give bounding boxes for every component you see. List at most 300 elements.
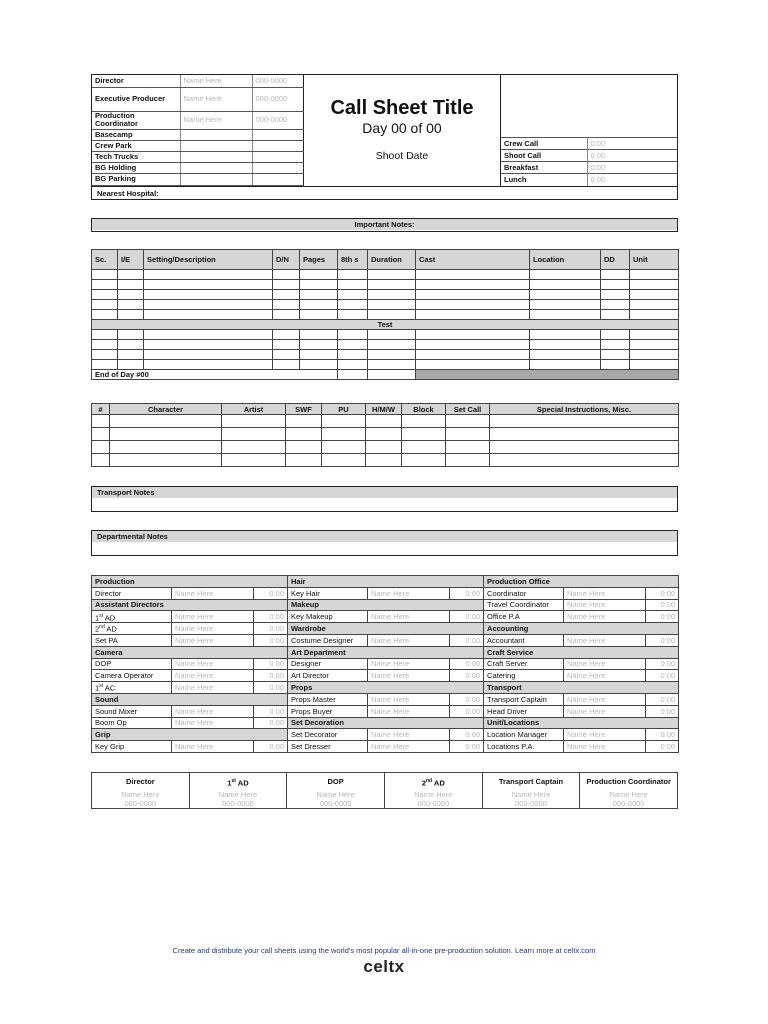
crew-role: Accountant	[484, 634, 564, 646]
scene-cell[interactable]	[144, 310, 273, 320]
crew-call-time[interactable]: 0:00	[646, 634, 679, 646]
scene-cell[interactable]	[118, 280, 144, 290]
scene-column-header: Sc.	[92, 250, 118, 270]
crew-call-time[interactable]: 0:00	[646, 599, 679, 611]
cast-cell[interactable]	[222, 415, 286, 428]
scene-cell[interactable]	[368, 310, 416, 320]
scene-cell[interactable]	[273, 290, 300, 300]
key-contact-phone[interactable]: 000-0000	[287, 800, 385, 809]
scene-cell[interactable]	[416, 360, 530, 370]
crew-call-time[interactable]: 0:00	[254, 658, 288, 670]
crew-call-time[interactable]: 0:00	[254, 634, 288, 646]
crew-role: Set Dresser	[288, 741, 368, 753]
scene-cell[interactable]	[300, 290, 338, 300]
scene-cell[interactable]	[368, 280, 416, 290]
cast-cell[interactable]	[402, 441, 446, 454]
crew-call-time[interactable]: 0:00	[254, 682, 288, 694]
scene-cell[interactable]	[300, 280, 338, 290]
cast-cell[interactable]	[222, 454, 286, 467]
crew-row	[92, 658, 679, 670]
scene-cell[interactable]	[92, 360, 118, 370]
crew-name[interactable]: Name Here	[564, 705, 646, 717]
crew-name[interactable]: Name Here	[172, 682, 254, 694]
scene-cell[interactable]	[368, 270, 416, 280]
cast-cell[interactable]	[490, 454, 679, 467]
crew-list	[91, 575, 679, 753]
cast-cell[interactable]	[286, 441, 322, 454]
scene-cell[interactable]	[92, 290, 118, 300]
crew-name[interactable]: Name Here	[172, 705, 254, 717]
scene-cell[interactable]	[630, 270, 679, 280]
call-sheet-header	[91, 74, 678, 187]
scene-cell[interactable]	[368, 330, 416, 340]
scene-cell[interactable]	[630, 280, 679, 290]
crew-name[interactable]: Name Here	[368, 587, 450, 599]
cast-cell[interactable]	[92, 441, 110, 454]
cast-column-header: #	[92, 404, 110, 415]
cast-column-header: Artist	[222, 404, 286, 415]
crew-name[interactable]: Name Here	[368, 693, 450, 705]
header-contact-row	[92, 162, 304, 173]
scene-cell[interactable]	[416, 310, 530, 320]
scene-cell[interactable]	[300, 310, 338, 320]
crew-department-header: Production Office	[484, 576, 679, 588]
header-contact-phone[interactable]: 000-0000	[252, 75, 304, 87]
scene-cell[interactable]	[601, 270, 630, 280]
header-contact-phone[interactable]	[252, 173, 304, 185]
cast-cell[interactable]	[222, 428, 286, 441]
crew-department-header: Art Department	[288, 646, 484, 658]
crew-call-time[interactable]: 0:00	[450, 611, 484, 623]
scene-column-header: DD	[601, 250, 630, 270]
crew-department-header: Assistant Directors	[92, 599, 288, 611]
scene-row	[92, 270, 679, 280]
cast-cell[interactable]	[402, 415, 446, 428]
cast-cell[interactable]	[92, 454, 110, 467]
scene-column-header: Location	[530, 250, 601, 270]
cast-table	[91, 403, 679, 467]
header-contact-row	[92, 173, 304, 185]
cast-cell[interactable]	[286, 415, 322, 428]
scene-cell[interactable]	[338, 330, 368, 340]
crew-call-time[interactable]: 0:00	[450, 705, 484, 717]
scene-cell[interactable]	[118, 340, 144, 350]
scene-cell[interactable]	[530, 290, 601, 300]
scene-cell[interactable]	[368, 350, 416, 360]
scene-cell[interactable]	[273, 330, 300, 340]
transport-notes-label: Transport Notes	[92, 487, 677, 498]
scene-cell[interactable]	[92, 330, 118, 340]
scene-cell[interactable]	[416, 350, 530, 360]
scene-cell[interactable]	[630, 310, 679, 320]
scene-cell[interactable]	[300, 350, 338, 360]
cast-cell[interactable]	[446, 415, 490, 428]
cast-cell[interactable]	[490, 428, 679, 441]
scene-cell[interactable]	[630, 350, 679, 360]
key-contact-name-row	[92, 791, 678, 800]
cast-cell[interactable]	[446, 441, 490, 454]
scene-cell[interactable]	[273, 310, 300, 320]
crew-call-time[interactable]: 0:00	[254, 717, 288, 729]
key-contact-role: Production Coordinator	[580, 773, 678, 791]
cast-cell[interactable]	[110, 441, 222, 454]
scene-schedule	[91, 249, 678, 380]
call-time-value[interactable]: 0:00	[587, 162, 677, 174]
crew-call-time[interactable]: 0:00	[254, 611, 288, 623]
transport-notes	[91, 486, 678, 512]
key-contact-phone[interactable]: 000-0000	[384, 800, 482, 809]
crew-role: Art Director	[288, 670, 368, 682]
header-contact-phone[interactable]	[252, 140, 304, 151]
scene-cell[interactable]	[338, 340, 368, 350]
scene-cell[interactable]	[416, 340, 530, 350]
scene-cell[interactable]	[300, 300, 338, 310]
crew-name[interactable]: Name Here	[564, 634, 646, 646]
scene-column-header: I/E	[118, 250, 144, 270]
crew-name[interactable]: Name Here	[368, 658, 450, 670]
scene-cell[interactable]	[368, 360, 416, 370]
crew-call-time[interactable]: 0:00	[646, 587, 679, 599]
crew-call-time[interactable]: 0:00	[646, 611, 679, 623]
scene-cell[interactable]	[273, 300, 300, 310]
scene-cell[interactable]	[118, 270, 144, 280]
crew-role: 2nd AD	[92, 623, 172, 635]
scene-cell[interactable]	[300, 330, 338, 340]
key-contact-role: 2nd AD	[384, 773, 482, 791]
scene-cell[interactable]	[416, 300, 530, 310]
scene-cell[interactable]	[338, 350, 368, 360]
cast-cell[interactable]	[366, 441, 402, 454]
scene-cell[interactable]	[338, 310, 368, 320]
cast-cell[interactable]	[490, 415, 679, 428]
scene-cell[interactable]	[530, 300, 601, 310]
scene-cell[interactable]	[530, 280, 601, 290]
header-contact-name[interactable]: Name Here	[180, 111, 252, 129]
crew-name[interactable]: Name Here	[368, 670, 450, 682]
scene-cell[interactable]	[273, 270, 300, 280]
cast-column-header: Set Call	[446, 404, 490, 415]
crew-call-time[interactable]: 0:00	[646, 729, 679, 741]
scene-cell[interactable]	[92, 280, 118, 290]
scene-cell[interactable]	[338, 290, 368, 300]
crew-department-header: Unit/Locations	[484, 717, 679, 729]
crew-role: Coordinator	[484, 587, 564, 599]
scene-cell[interactable]	[601, 280, 630, 290]
end-of-day-pages[interactable]	[338, 370, 368, 380]
cast-cell[interactable]	[286, 428, 322, 441]
scene-cell[interactable]	[92, 300, 118, 310]
scene-cell[interactable]	[530, 360, 601, 370]
crew-name[interactable]: Name Here	[172, 741, 254, 753]
crew-name[interactable]: Name Here	[172, 611, 254, 623]
scene-cell[interactable]	[273, 350, 300, 360]
crew-call-time[interactable]: 0:00	[646, 670, 679, 682]
key-contact-phone[interactable]: 000-0000	[92, 800, 190, 809]
scene-cell[interactable]	[530, 270, 601, 280]
crew-call-time[interactable]: 0:00	[254, 670, 288, 682]
crew-row	[92, 646, 679, 658]
scene-cell[interactable]	[144, 360, 273, 370]
scene-cell[interactable]	[601, 330, 630, 340]
call-time-label: Breakfast	[501, 162, 587, 174]
header-contact-name[interactable]: Name Here	[180, 87, 252, 111]
key-contact-role: Director	[92, 773, 190, 791]
crew-call-time[interactable]: 0:00	[254, 587, 288, 599]
call-time-value[interactable]: 0:00	[587, 150, 677, 162]
cast-cell[interactable]	[92, 415, 110, 428]
crew-name[interactable]: Name Here	[368, 705, 450, 717]
scene-cell[interactable]	[530, 350, 601, 360]
key-contact-phone[interactable]: 000-0000	[189, 800, 287, 809]
header-contact-name[interactable]	[180, 173, 252, 185]
crew-call-time[interactable]: 0:00	[450, 587, 484, 599]
crew-call-time[interactable]: 0:00	[450, 658, 484, 670]
header-contacts-table	[92, 75, 304, 186]
scene-column-header: 8th s	[338, 250, 368, 270]
scene-cell[interactable]	[630, 290, 679, 300]
cast-cell[interactable]	[366, 454, 402, 467]
scene-cell[interactable]	[601, 360, 630, 370]
crew-name[interactable]: Name Here	[172, 717, 254, 729]
scene-cell[interactable]	[144, 340, 273, 350]
crew-role: Sound Mixer	[92, 705, 172, 717]
crew-call-time[interactable]: 0:00	[254, 623, 288, 635]
scene-cell[interactable]	[144, 350, 273, 360]
key-contact-name[interactable]: Name Here	[580, 791, 678, 800]
header-contact-name[interactable]	[180, 151, 252, 162]
key-contact-name[interactable]: Name Here	[384, 791, 482, 800]
key-contacts-table	[91, 772, 678, 809]
header-contact-label: BG Parking	[92, 173, 180, 185]
call-time-value[interactable]: 0:00	[587, 138, 677, 150]
crew-name[interactable]: Name Here	[564, 658, 646, 670]
scene-cell[interactable]	[92, 270, 118, 280]
crew-call-time[interactable]: 0:00	[646, 705, 679, 717]
cast-cell[interactable]	[110, 415, 222, 428]
header-contact-phone[interactable]	[252, 151, 304, 162]
scene-cell[interactable]	[416, 270, 530, 280]
scene-cell[interactable]	[118, 300, 144, 310]
key-contact-name[interactable]: Name Here	[287, 791, 385, 800]
crew-name[interactable]: Name Here	[564, 741, 646, 753]
crew-call-time[interactable]: 0:00	[254, 741, 288, 753]
end-of-day-duration[interactable]	[368, 370, 416, 380]
crew-call-time[interactable]: 0:00	[646, 658, 679, 670]
scene-cell[interactable]	[601, 350, 630, 360]
crew-name[interactable]: Name Here	[564, 693, 646, 705]
key-contact-name[interactable]: Name Here	[189, 791, 287, 800]
cast-cell[interactable]	[222, 441, 286, 454]
important-notes-label: Important Notes:	[92, 219, 677, 230]
departmental-notes-label: Departmental Notes	[92, 531, 677, 542]
scene-cell[interactable]	[92, 310, 118, 320]
scene-cell[interactable]	[118, 290, 144, 300]
footer-promo[interactable]: Create and distribute your call sheets using the world's most popular all-in-one pre-production solution. Learn more at celtx.com	[172, 946, 596, 955]
day-count: Day 00 of 00	[362, 120, 442, 136]
scene-cell[interactable]	[630, 360, 679, 370]
scene-cell[interactable]	[144, 300, 273, 310]
header-contact-phone[interactable]	[252, 129, 304, 140]
key-contact-phone[interactable]: 000-0000	[580, 800, 678, 809]
scene-cell[interactable]	[601, 310, 630, 320]
header-contact-label: Tech Trucks	[92, 151, 180, 162]
header-contacts	[92, 75, 304, 186]
scene-cell[interactable]	[630, 340, 679, 350]
cast-cell[interactable]	[322, 428, 366, 441]
scene-cell[interactable]	[144, 270, 273, 280]
end-of-day-row	[92, 370, 679, 380]
cast-cell[interactable]	[446, 428, 490, 441]
header-contact-row	[92, 151, 304, 162]
scene-cell[interactable]	[118, 310, 144, 320]
crew-role: Travel Coordinator	[484, 599, 564, 611]
scene-cell[interactable]	[630, 330, 679, 340]
crew-name[interactable]: Name Here	[172, 658, 254, 670]
scene-cell[interactable]	[368, 300, 416, 310]
crew-role: Props Buyer	[288, 705, 368, 717]
crew-name[interactable]: Name Here	[172, 670, 254, 682]
scene-cell[interactable]	[300, 270, 338, 280]
header-contact-label: Director	[92, 75, 180, 87]
scene-cell[interactable]	[92, 350, 118, 360]
scene-cell[interactable]	[530, 310, 601, 320]
header-contact-label: Crew Park	[92, 140, 180, 151]
scene-cell[interactable]	[338, 360, 368, 370]
scene-row	[92, 330, 679, 340]
crew-name[interactable]: Name Here	[564, 587, 646, 599]
crew-role: Designer	[288, 658, 368, 670]
key-contact-name[interactable]: Name Here	[92, 791, 190, 800]
crew-name[interactable]: Name Here	[172, 634, 254, 646]
crew-role: Head Driver	[484, 705, 564, 717]
crew-role: Camera Operator	[92, 670, 172, 682]
crew-name[interactable]: Name Here	[368, 729, 450, 741]
crew-name[interactable]: Name Here	[564, 599, 646, 611]
header-contact-name[interactable]: Name Here	[180, 75, 252, 87]
cast-cell[interactable]	[366, 415, 402, 428]
cast-cell[interactable]	[366, 428, 402, 441]
crew-call-time[interactable]: 0:00	[450, 634, 484, 646]
cast-cell[interactable]	[322, 454, 366, 467]
scene-cell[interactable]	[368, 290, 416, 300]
scene-column-header: Pages	[300, 250, 338, 270]
header-contact-phone[interactable]	[252, 162, 304, 173]
call-time-row	[501, 138, 677, 150]
scene-row	[92, 290, 679, 300]
cast-cell[interactable]	[110, 428, 222, 441]
cast-cell[interactable]	[322, 441, 366, 454]
crew-row	[92, 682, 679, 694]
crew-name[interactable]: Name Here	[564, 729, 646, 741]
cast-row	[92, 415, 679, 428]
header-contact-phone[interactable]: 000-0000	[252, 87, 304, 111]
scene-cell[interactable]	[601, 340, 630, 350]
crew-call-time[interactable]: 0:00	[450, 729, 484, 741]
scene-column-header: Duration	[368, 250, 416, 270]
cast-cell[interactable]	[402, 454, 446, 467]
scene-cell[interactable]	[144, 330, 273, 340]
scene-cell[interactable]	[530, 340, 601, 350]
scene-cell[interactable]	[273, 340, 300, 350]
crew-role: 1st AC	[92, 682, 172, 694]
cast-cell[interactable]	[92, 428, 110, 441]
cast-cell[interactable]	[446, 454, 490, 467]
cast-cell[interactable]	[490, 441, 679, 454]
call-time-value[interactable]: 0:00	[587, 174, 677, 186]
scene-cell[interactable]	[601, 290, 630, 300]
scene-cell[interactable]	[338, 300, 368, 310]
crew-department-header: Camera	[92, 646, 288, 658]
key-contact-name[interactable]: Name Here	[482, 791, 580, 800]
crew-call-time[interactable]: 0:00	[254, 705, 288, 717]
header-contact-name[interactable]	[180, 129, 252, 140]
crew-name[interactable]: Name Here	[368, 634, 450, 646]
crew-name[interactable]: Name Here	[172, 623, 254, 635]
scene-cell[interactable]	[416, 330, 530, 340]
scene-cell[interactable]	[368, 340, 416, 350]
scene-cell[interactable]	[300, 340, 338, 350]
crew-name[interactable]: Name Here	[564, 670, 646, 682]
crew-name[interactable]: Name Here	[368, 741, 450, 753]
scene-cell[interactable]	[530, 330, 601, 340]
scene-cell[interactable]	[416, 280, 530, 290]
scene-cell[interactable]	[630, 300, 679, 310]
crew-department-header: Sound	[92, 693, 288, 705]
scene-row	[92, 300, 679, 310]
scene-cell[interactable]	[601, 300, 630, 310]
crew-call-time[interactable]: 0:00	[450, 741, 484, 753]
scene-column-header: Setting/Description	[144, 250, 273, 270]
scene-cell[interactable]	[144, 290, 273, 300]
scene-cell[interactable]	[118, 350, 144, 360]
key-contacts	[91, 772, 678, 809]
crew-department-header: Set Decoration	[288, 717, 484, 729]
cast-cell[interactable]	[322, 415, 366, 428]
scene-cell[interactable]	[144, 280, 273, 290]
crew-role: Props Master	[288, 693, 368, 705]
key-contact-phone[interactable]: 000-0000	[482, 800, 580, 809]
crew-call-time[interactable]: 0:00	[450, 693, 484, 705]
scene-cell[interactable]	[118, 360, 144, 370]
scene-row	[92, 350, 679, 360]
cast-cell[interactable]	[402, 428, 446, 441]
scene-cell[interactable]	[338, 270, 368, 280]
scene-cell[interactable]	[273, 280, 300, 290]
cast-cell[interactable]	[286, 454, 322, 467]
header-contact-phone[interactable]: 000-0000	[252, 111, 304, 129]
crew-name[interactable]: Name Here	[368, 611, 450, 623]
call-time-row	[501, 150, 677, 162]
crew-call-time[interactable]: 0:00	[646, 741, 679, 753]
crew-table	[91, 575, 679, 753]
scene-cell[interactable]	[416, 290, 530, 300]
scene-cell[interactable]	[300, 360, 338, 370]
scene-cell[interactable]	[338, 280, 368, 290]
crew-name[interactable]: Name Here	[172, 587, 254, 599]
crew-role: Key Hair	[288, 587, 368, 599]
scene-cell[interactable]	[92, 340, 118, 350]
cast-cell[interactable]	[110, 454, 222, 467]
cast-header-row	[92, 404, 679, 415]
header-contact-name[interactable]	[180, 140, 252, 151]
crew-name[interactable]: Name Here	[564, 611, 646, 623]
scene-cell[interactable]	[118, 330, 144, 340]
header-contact-name[interactable]	[180, 162, 252, 173]
crew-call-time[interactable]: 0:00	[450, 670, 484, 682]
scene-cell[interactable]	[273, 360, 300, 370]
crew-call-time[interactable]: 0:00	[646, 693, 679, 705]
key-contact-role-row	[92, 773, 678, 791]
